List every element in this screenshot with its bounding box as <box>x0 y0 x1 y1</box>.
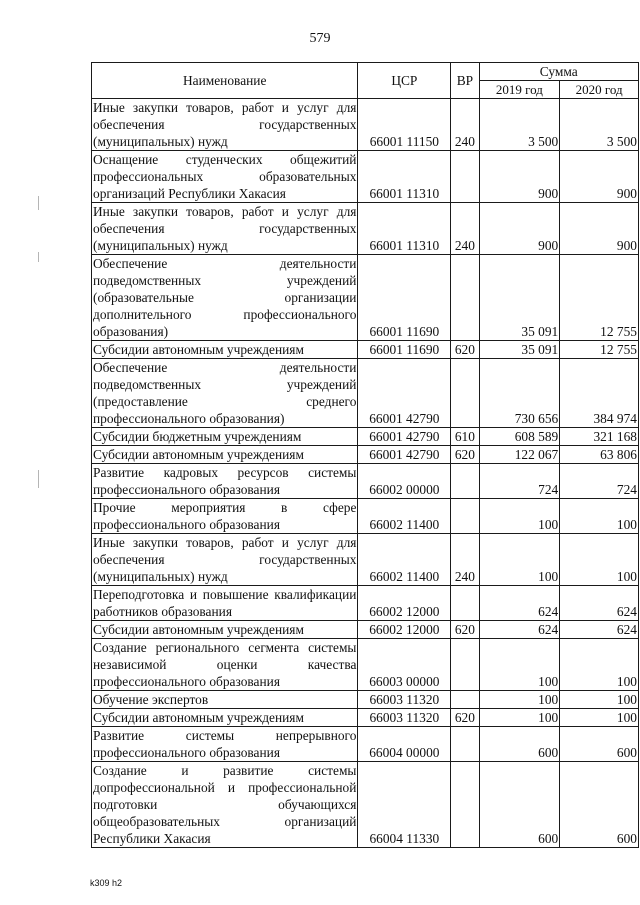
row-vr: 620 <box>451 709 479 727</box>
row-sum-2019: 900 <box>479 203 560 255</box>
table-row <box>92 709 639 727</box>
row-sum-2019: 100 <box>479 499 560 534</box>
row-name: Обучение экспертов <box>92 691 358 709</box>
row-vr <box>451 586 479 621</box>
row-csr: 66002 11400 <box>358 534 451 586</box>
row-vr <box>451 727 479 762</box>
row-csr: 66002 12000 <box>358 586 451 621</box>
budget-table <box>91 62 639 848</box>
row-name: Субсидии автономным учреждениям <box>92 341 358 359</box>
table-row <box>92 151 639 203</box>
row-vr <box>451 464 479 499</box>
table-row <box>92 586 639 621</box>
row-name: Переподготовка и повышение квалификации работников образования <box>93 587 357 619</box>
row-vr: 610 <box>451 428 479 446</box>
table-row <box>92 691 639 709</box>
row-csr: 66001 42790 <box>358 446 451 464</box>
row-name: Обеспечение деятельности подведомственных учреждений (образовательные организации дополнительного профессионального образования) <box>93 256 357 339</box>
row-sum-2019: 724 <box>479 464 560 499</box>
row-sum-2020: 63 806 <box>560 446 639 464</box>
table-row <box>92 255 639 341</box>
row-name: Развитие кадровых ресурсов системы профессионального образования <box>93 465 357 497</box>
header-vr: ВР <box>451 63 479 99</box>
table-row <box>92 428 639 446</box>
row-csr: 66002 00000 <box>358 464 451 499</box>
row-sum-2019: 600 <box>479 762 560 848</box>
row-name: Иные закупки товаров, работ и услуг для обеспечения государственных (муниципальных) нужд <box>93 100 357 149</box>
row-name: Создание и развитие системы допрофессиональной и профессиональной подготовки обучающихся общеобразовательных организаций Республики Хакасия <box>93 763 357 846</box>
row-vr <box>451 639 479 691</box>
row-vr <box>451 499 479 534</box>
row-sum-2020: 100 <box>560 709 639 727</box>
row-sum-2020: 321 168 <box>560 428 639 446</box>
row-csr: 66001 11310 <box>358 203 451 255</box>
row-sum-2019: 35 091 <box>479 255 560 341</box>
row-csr: 66002 11400 <box>358 499 451 534</box>
table-row <box>92 727 639 762</box>
table-row <box>92 341 639 359</box>
table-row <box>92 499 639 534</box>
row-csr: 66004 00000 <box>358 727 451 762</box>
row-sum-2020: 600 <box>560 762 639 848</box>
row-sum-2019: 100 <box>479 639 560 691</box>
row-sum-2020: 384 974 <box>560 359 639 428</box>
footer-stamp: k309 h2 <box>90 878 123 888</box>
row-name: Иные закупки товаров, работ и услуг для обеспечения государственных (муниципальных) нужд <box>93 204 357 253</box>
table-row <box>92 99 639 151</box>
table-body <box>92 99 639 848</box>
row-csr: 66003 11320 <box>358 709 451 727</box>
header-year-2019: 2019 год <box>479 81 560 99</box>
row-sum-2019: 3 500 <box>479 99 560 151</box>
header-sum: Сумма <box>479 63 638 81</box>
row-sum-2020: 12 755 <box>560 255 639 341</box>
row-name: Развитие системы непрерывного профессионального образования <box>93 728 357 760</box>
row-csr: 66001 42790 <box>358 359 451 428</box>
row-name: Прочие мероприятия в сфере профессионального образования <box>93 500 357 532</box>
row-sum-2020: 900 <box>560 151 639 203</box>
row-sum-2020: 724 <box>560 464 639 499</box>
table-row <box>92 446 639 464</box>
row-sum-2019: 624 <box>479 621 560 639</box>
row-csr: 66001 11690 <box>358 341 451 359</box>
table-row <box>92 621 639 639</box>
row-name: Иные закупки товаров, работ и услуг для обеспечения государственных (муниципальных) нужд <box>93 535 357 584</box>
row-csr: 66001 11690 <box>358 255 451 341</box>
row-csr: 66003 11320 <box>358 691 451 709</box>
row-vr: 240 <box>451 203 479 255</box>
row-sum-2020: 624 <box>560 586 639 621</box>
table-row <box>92 639 639 691</box>
row-csr: 66004 11330 <box>358 762 451 848</box>
row-name: Субсидии автономным учреждениям <box>92 621 358 639</box>
row-sum-2020: 900 <box>560 203 639 255</box>
row-sum-2020: 12 755 <box>560 341 639 359</box>
row-csr: 66003 00000 <box>358 639 451 691</box>
row-sum-2019: 100 <box>479 709 560 727</box>
header-name: Наименование <box>92 63 358 99</box>
row-name: Обеспечение деятельности подведомственных учреждений (предоставление среднего профессионального образования) <box>93 360 357 426</box>
row-vr: 240 <box>451 534 479 586</box>
row-sum-2020: 3 500 <box>560 99 639 151</box>
table-row <box>92 359 639 428</box>
row-sum-2019: 100 <box>479 691 560 709</box>
row-sum-2019: 608 589 <box>479 428 560 446</box>
row-vr <box>451 151 479 203</box>
row-csr: 66002 12000 <box>358 621 451 639</box>
row-sum-2020: 624 <box>560 621 639 639</box>
row-sum-2020: 600 <box>560 727 639 762</box>
row-vr: 620 <box>451 621 479 639</box>
row-vr <box>451 762 479 848</box>
row-vr <box>451 359 479 428</box>
header-year-2020: 2020 год <box>560 81 639 99</box>
table-row <box>92 534 639 586</box>
row-name: Создание регионального сегмента системы независимой оценки качества профессионального образования <box>93 640 357 689</box>
row-sum-2019: 35 091 <box>479 341 560 359</box>
table-row <box>92 203 639 255</box>
row-sum-2020: 100 <box>560 499 639 534</box>
row-vr: 620 <box>451 446 479 464</box>
row-sum-2020: 100 <box>560 639 639 691</box>
row-csr: 66001 11310 <box>358 151 451 203</box>
page-number: 579 <box>309 31 331 46</box>
row-vr: 240 <box>451 99 479 151</box>
row-csr: 66001 42790 <box>358 428 451 446</box>
row-name: Субсидии бюджетным учреждениям <box>92 428 358 446</box>
row-sum-2020: 100 <box>560 691 639 709</box>
row-sum-2019: 100 <box>479 534 560 586</box>
row-name: Субсидии автономным учреждениям <box>92 709 358 727</box>
header-csr: ЦСР <box>358 63 451 99</box>
table-row <box>92 762 639 848</box>
table-row <box>92 464 639 499</box>
row-name: Субсидии автономным учреждениям <box>92 446 358 464</box>
row-sum-2019: 900 <box>479 151 560 203</box>
row-vr: 620 <box>451 341 479 359</box>
row-sum-2019: 600 <box>479 727 560 762</box>
row-sum-2019: 122 067 <box>479 446 560 464</box>
row-sum-2019: 730 656 <box>479 359 560 428</box>
row-vr <box>451 691 479 709</box>
row-vr <box>451 255 479 341</box>
row-name: Оснащение студенческих общежитий профессиональных образовательных организаций Республики Хакасия <box>93 152 357 201</box>
row-sum-2019: 624 <box>479 586 560 621</box>
row-csr: 66001 11150 <box>358 99 451 151</box>
row-sum-2020: 100 <box>560 534 639 586</box>
